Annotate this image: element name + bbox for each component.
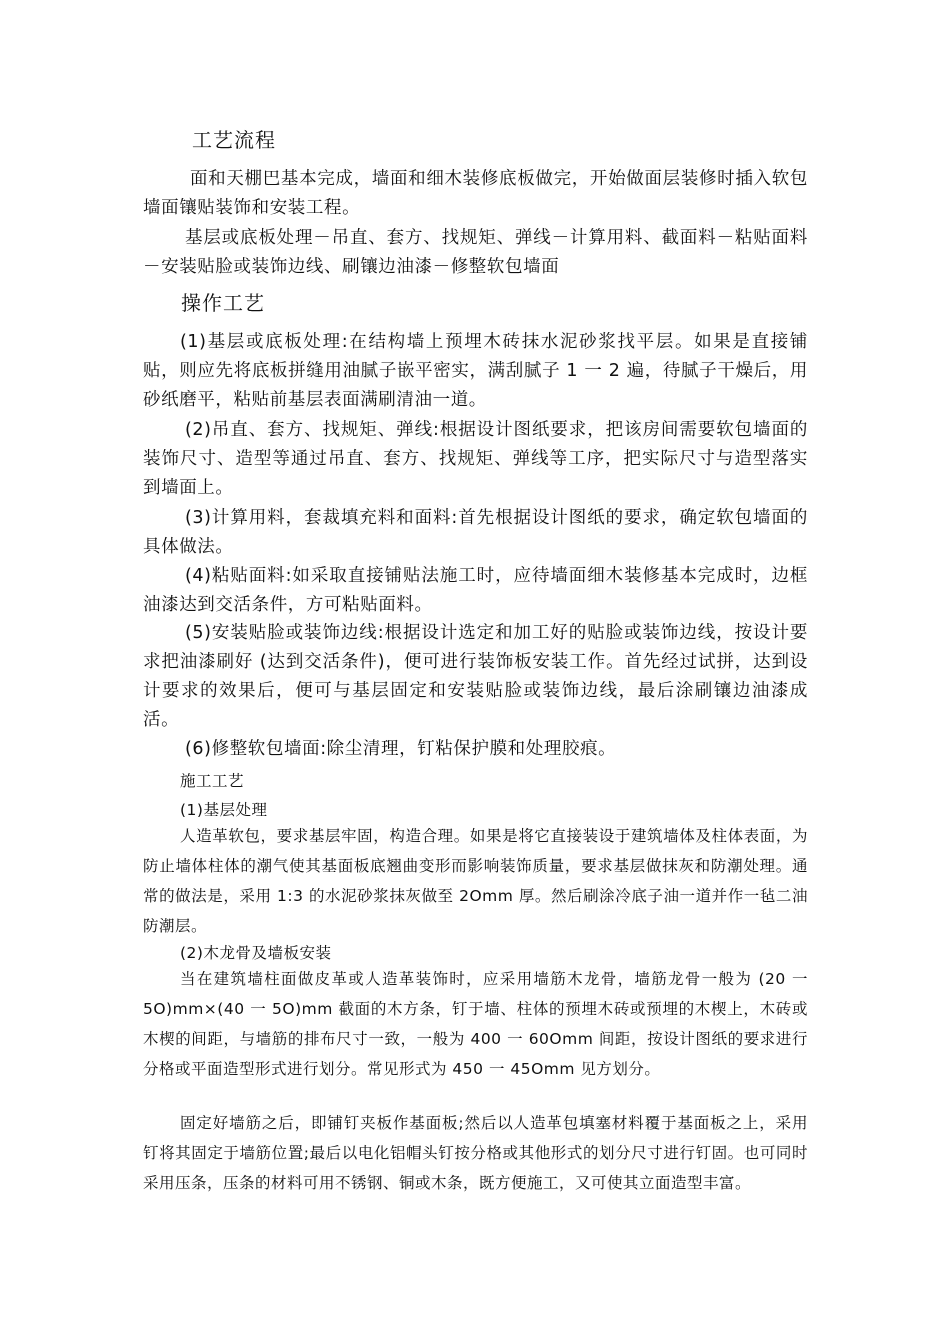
flow-paragraph-2: 基层或底板处理－吊直、套方、找规矩、弹线－计算用料、截面料－粘贴面料－安装贴脸或装饰边线、刷镶边油漆－修整软包墙面 <box>143 228 808 277</box>
heading-process-flow: 工艺流程 <box>192 128 276 152</box>
operation-step-1: (1)基层或底板处理:在结构墙上预埋木砖抹水泥砂浆找平层。如果是直接铺贴，则应先将底板拼缝用油腻子嵌平密实，满刮腻子 1 一 2 遍，待腻子干燥后，用砂纸磨平，粘贴前基层表面满刷清油一道。 <box>143 332 808 410</box>
heading-construction-process: 施工工艺 <box>180 772 245 790</box>
flow-paragraph-1: 面和天棚巴基本完成，墙面和细木装修底板做完，开始做面层装修时插入软包墙面镶贴装饰和安装工程。 <box>143 169 808 218</box>
subheading-wood-keel-installation: (2)木龙骨及墙板安装 <box>180 944 332 962</box>
operation-step-3: (3)计算用料，套裁填充料和面料:首先根据设计图纸的要求，确定软包墙面的具体做法。 <box>143 508 808 557</box>
construction-paragraph-3: 固定好墙筋之后，即铺钉夹板作基面板;然后以人造革包填塞材料覆于基面板之上，采用钉将其固定于墙筋位置;最后以电化铝帽头钉按分格或其他形式的划分尺寸进行钉固。也可同时采用压条，压条的材料可用不锈钢、铜或木条，既方便施工，又可使其立面造型丰富。 <box>143 1114 808 1192</box>
subheading-base-treatment: (1)基层处理 <box>180 801 268 819</box>
operation-step-4: (4)粘贴面料:如采取直接铺贴法施工时，应待墙面细木装修基本完成时，边框油漆达到交活条件，方可粘贴面料。 <box>143 566 808 615</box>
heading-operation-process: 操作工艺 <box>181 291 265 315</box>
construction-paragraph-1: 人造革软包，要求基层牢固，构造合理。如果是将它直接装设于建筑墙体及柱体表面，为防止墙体柱体的潮气使其基面板底翘曲变形而影响装饰质量，要求基层做抹灰和防潮处理。通常的做法是，采用 1:3 的水泥砂浆抹灰做至 2Omm 厚。然后刷涂冷底子油一道并作一毡二油防潮层。 <box>143 827 808 935</box>
construction-paragraph-2: 当在建筑墙柱面做皮革或人造革装饰时，应采用墙筋木龙骨，墙筋龙骨一般为 (20 一 5O)mm×(40 一 5O)mm 截面的木方条，钉于墙、柱体的预埋木砖或预埋的木楔上，木砖或木楔的间距，与墙筋的排布尺寸一致，一般为 400 一 60Omm 间距，按设计图纸的要求进行分格或平面造型形式进行划分。常见形式为 450 一 45Omm 见方划分。 <box>143 970 808 1078</box>
operation-step-2: (2)吊直、套方、找规矩、弹线:根据设计图纸要求，把该房间需要软包墙面的装饰尺寸、造型等通过吊直、套方、找规矩、弹线等工序，把实际尺寸与造型落实到墙面上。 <box>143 420 808 498</box>
operation-step-6: (6)修整软包墙面:除尘清理，钉粘保护膜和处理胶痕。 <box>185 739 617 759</box>
operation-step-5: (5)安装贴脸或装饰边线:根据设计选定和加工好的贴脸或装饰边线，按设计要求把油漆刷好 (达到交活条件)，便可进行装饰板安装工作。首先经过试拼，达到设计要求的效果后，便可与基层固定和安装贴脸或装饰边线，最后涂刷镶边油漆成活。 <box>143 623 808 730</box>
